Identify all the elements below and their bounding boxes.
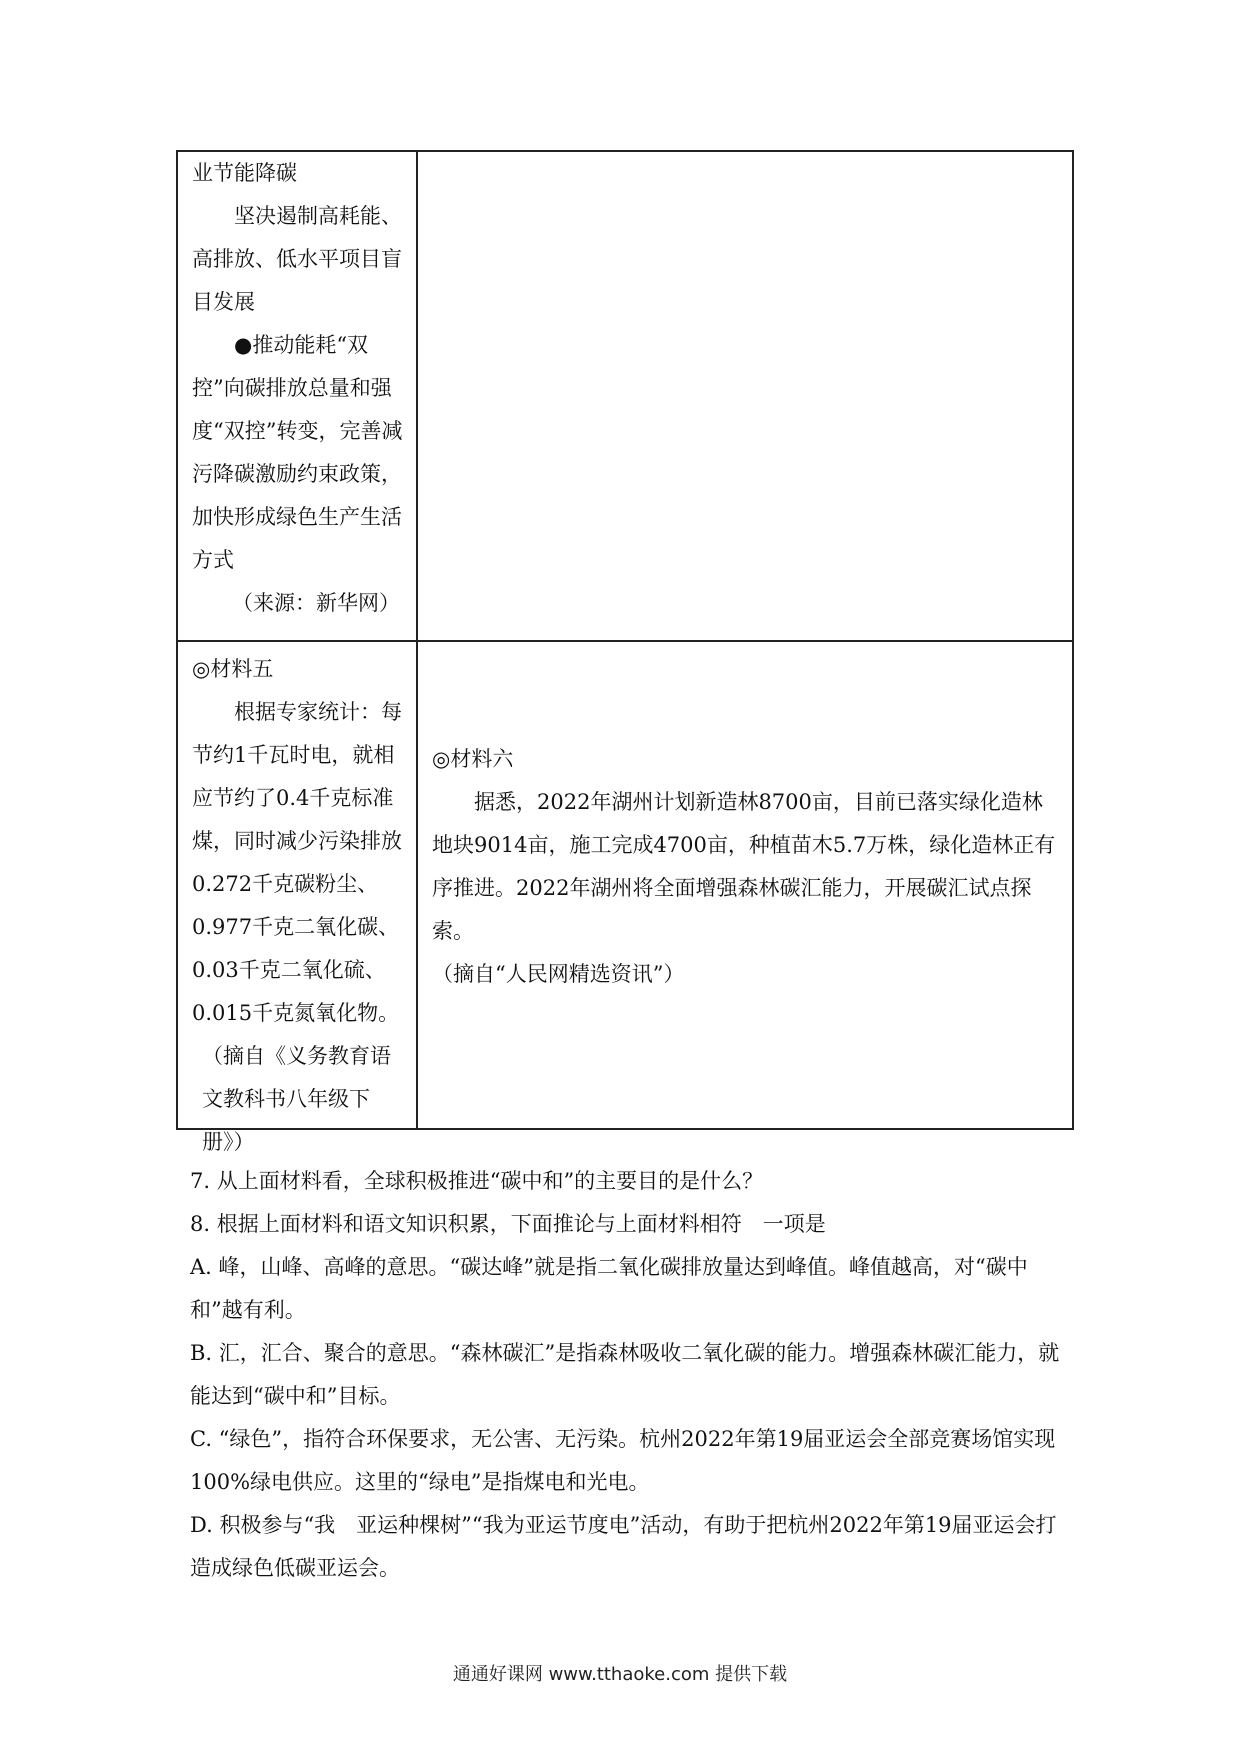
cell-material-six: [432, 738, 1062, 996]
option-a: A. 峰，山峰、高峰的意思。“碳达峰”就是指二氧化碳排放量达到峰值。峰值越高，对“碳中和”越有利。: [190, 1255, 1028, 1322]
footer-watermark: 通通好课网 www.tthaoke.com 提供下载: [452, 1664, 788, 1685]
material-six-source: （摘自“人民网精选资讯”）: [432, 962, 685, 986]
row1-source: （来源：新华网）: [232, 591, 400, 615]
row1-line1: 业节能降碳: [192, 161, 297, 185]
material-six-heading: ◎材料六: [432, 747, 514, 771]
option-d: D. 积极参与“我 亚运种棵树”“我为亚运节度电”活动，有助于把杭州2022年第19届亚运会打造成绿色低碳亚运会。: [190, 1513, 1057, 1580]
material-five-body: 根据专家统计：每节约1千瓦时电，就相应节约了0.4千克标准煤，同时减少污染排放0.272千克碳粉尘、0.977千克二氧化碳、0.03千克二氧化硫、0.015千克氮氧化物。: [192, 700, 402, 1025]
option-b: B. 汇，汇合、聚合的意思。“森林碳汇”是指森林吸收二氧化碳的能力。增强森林碳汇能力，就能达到“碳中和”目标。: [190, 1341, 1060, 1408]
materials-table: [176, 150, 1074, 1154]
cell-row1-left: [192, 152, 406, 625]
material-six-body: 据悉，2022年湖州计划新造林8700亩，目前已落实绿化造林地块9014亩，施工完成4700亩，种植苗木5.7万株，绿化造林正有序推进。2022年湖州将全面增强森林碳汇能力，开展碳汇试点探索。: [432, 790, 1056, 943]
material-five-source: （摘自《义务教育语文教科书八年级下册》）: [202, 1044, 391, 1154]
option-c: C. “绿色”，指符合环保要求，无公害、无污染。杭州2022年第19届亚运会全部竞赛场馆实现100%绿电供应。这里的“绿电”是指煤电和光电。: [190, 1427, 1056, 1494]
question-8: 8. 根据上面材料和语文知识积累，下面推论与上面材料相符 一项是: [190, 1212, 826, 1236]
cell-material-five: [192, 648, 406, 1164]
material-five-heading: ◎材料五: [192, 657, 274, 681]
question-7: 7. 从上面材料看，全球积极推进“碳中和”的主要目的是什么？: [190, 1169, 764, 1193]
row1-para2: ●推动能耗“双控”向碳排放总量和强度“双控”转变，完善减污降碳激励约束政策，加快形成绿色生产生活方式: [192, 333, 403, 572]
row1-para1: 坚决遏制高耗能、高排放、低水平项目盲目发展: [192, 204, 402, 314]
table-row-divider: [178, 640, 1072, 642]
